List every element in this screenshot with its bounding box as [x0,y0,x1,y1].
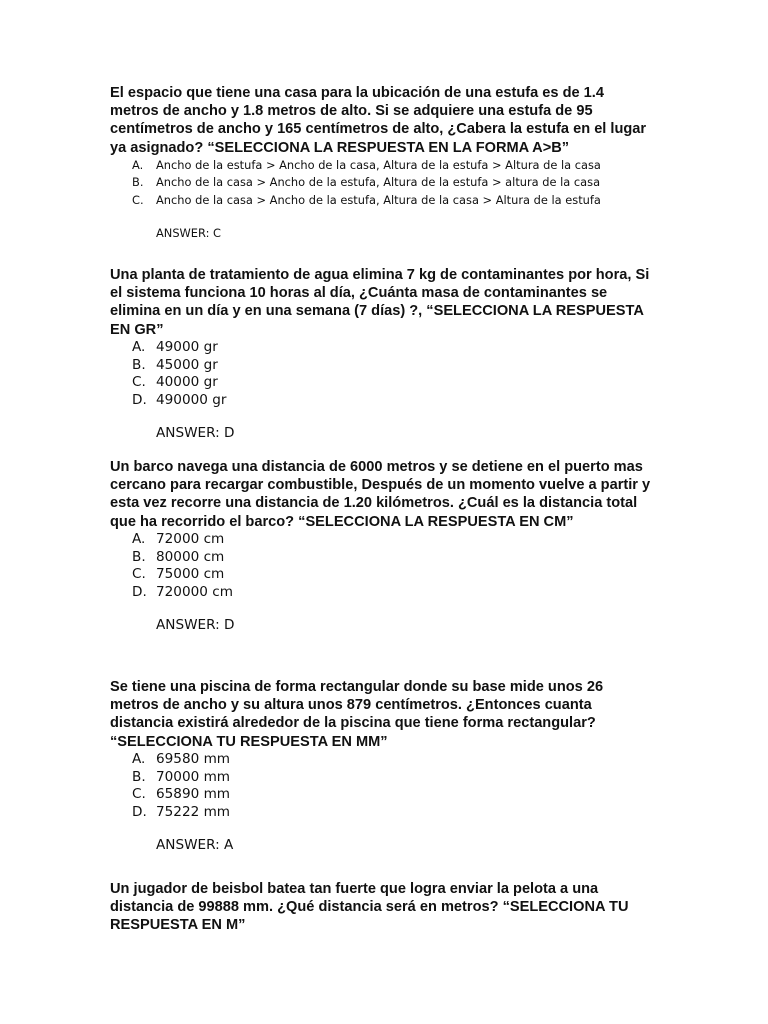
option-letter: A. [132,338,146,355]
option-text: Ancho de la casa > Ancho de la estufa, Altura de la estufa > altura de la casa [156,175,601,190]
option-text: 40000 gr [156,374,218,391]
question-block-3 [110,458,655,634]
question-text: Un jugador de beisbol batea tan fuerte que logra enviar la pelota a una distancia de 99888 mm. ¿Qué distancia será en metros? “SELECCIONA TU RESPUESTA EN M” [110,881,629,934]
question-text: El espacio que tiene una casa para la ubicación de una estufa es de 1.4 metros de ancho y 1.8 metros de alto. Si se adquiere una estufa de 95 centímetros de ancho y 165 centímetros de alto, ¿Cabera la estufa en el lugar ya asignado? “SELECCIONA LA RESPUESTA EN LA FORMA A>B” [110,85,647,156]
option-item [110,339,655,357]
answer-line: ANSWER: C [156,225,221,240]
option-item [110,157,655,175]
option-letter: C. [132,786,146,803]
question-block-5 [110,880,655,935]
answer-line: ANSWER: D [156,617,235,633]
option-letter: A. [132,157,144,172]
option-item [110,751,655,769]
option-item [110,769,655,787]
option-item [110,804,655,822]
option-item [110,566,655,584]
option-item [110,392,655,410]
option-item [110,786,655,804]
option-text: 720000 cm [156,584,233,601]
option-text: 75222 mm [156,804,231,821]
option-letter: D. [132,804,147,821]
option-item [110,192,655,210]
option-letter: D. [132,584,147,601]
option-text: 49000 gr [156,338,218,355]
option-letter: B. [132,548,146,565]
option-letter: C. [132,374,146,391]
option-item [110,174,655,192]
option-text: 72000 cm [156,530,225,547]
option-letter: A. [132,750,146,767]
option-text: 65890 mm [156,786,231,803]
option-text: 490000 gr [156,392,227,409]
option-item [110,357,655,375]
option-text: 69580 mm [156,750,231,767]
option-text: Ancho de la casa > Ancho de la estufa, Altura de la casa > Altura de la estufa [156,193,601,207]
option-text: Ancho de la estufa > Ancho de la casa, Altura de la estufa > Altura de la casa [156,157,601,172]
option-list [110,531,655,602]
option-text: 45000 gr [156,356,218,373]
option-letter: B. [132,175,144,190]
question-block-2 [110,266,655,442]
option-letter: C. [132,566,146,583]
option-text: 70000 mm [156,768,231,785]
option-item [110,584,655,602]
question-text: Un barco navega una distancia de 6000 metros y se detiene en el puerto mas cercano para recargar combustible, Después de un momento vuelve a partir y esta vez recorre una distancia de 1.20 kilómetros. ¿Cuál es la distancia total que ha recorrido el barco? “SELECCIONA LA RESPUESTA EN CM” [110,459,651,530]
answer-line: ANSWER: D [156,425,235,441]
question-text: Una planta de tratamiento de agua elimina 7 kg de contaminantes por hora, Si el sistema funciona 10 horas al día, ¿Cuánta masa de contaminantes se elimina en un día y en una semana (7 días) ?, “SELECCIONA LA RESPUESTA EN GR” [110,267,650,338]
option-item [110,374,655,392]
option-letter: B. [132,768,146,785]
question-block-4 [110,678,655,854]
option-list [110,339,655,410]
option-letter: A. [132,530,146,547]
option-item [110,549,655,567]
option-letter: D. [132,392,147,409]
option-letter: B. [132,356,146,373]
question-block-1 [110,84,655,241]
option-text: 80000 cm [156,548,225,565]
question-text: Se tiene una piscina de forma rectangular donde su base mide unos 26 metros de ancho y su altura unos 879 centímetros. ¿Entonces cuanta distancia existirá alrededor de la piscina que tiene forma rectangular? “SELECCIONA TU RESPUESTA EN MM” [110,679,604,750]
option-item [110,531,655,549]
option-list [110,751,655,822]
answer-line: ANSWER: A [156,837,234,853]
option-letter: C. [132,193,144,207]
option-text: 75000 cm [156,566,225,583]
option-list [110,157,655,210]
